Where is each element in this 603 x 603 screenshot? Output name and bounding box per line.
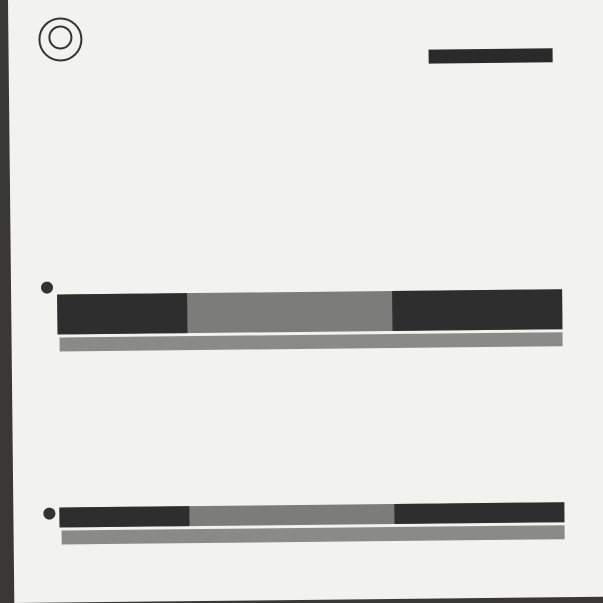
section-bullet-icon: [41, 282, 53, 294]
nabh-logo: [38, 17, 82, 61]
hospital-tagline: [429, 48, 553, 63]
lab-report-page: [8, 0, 603, 603]
biochem-table-header: [60, 332, 563, 351]
section-bullet-icon: [43, 508, 55, 520]
ultra-table-header: [62, 525, 565, 544]
biochem-section-bar: [57, 289, 562, 334]
ultrasound-section-bar: [59, 502, 564, 527]
